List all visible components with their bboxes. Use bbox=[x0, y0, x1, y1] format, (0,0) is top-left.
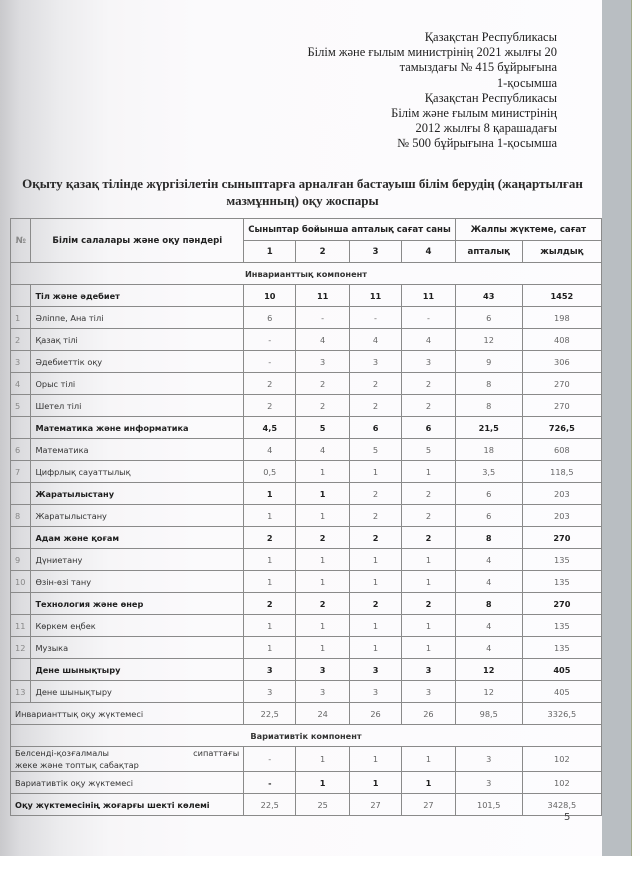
cell-weekly: 8 bbox=[455, 373, 522, 395]
header-yearly: жылдық bbox=[522, 241, 601, 263]
cell-grade-1: 4,5 bbox=[244, 417, 296, 439]
header-weekly-by-grade: Сыныптар бойынша апталық сағат саны bbox=[244, 219, 456, 241]
cell-grade-3: 3 bbox=[349, 681, 401, 703]
row-number bbox=[11, 285, 31, 307]
cell-yearly: 102 bbox=[522, 747, 601, 772]
title-line-1: Оқыту қазақ тілінде жүргізілетін сыныптарға арналған бастауыш білім берудің (жаңартылған bbox=[22, 176, 583, 191]
cell-grade-4: 27 bbox=[402, 794, 456, 816]
cell-yearly: 203 bbox=[522, 505, 601, 527]
table-row bbox=[11, 461, 602, 483]
row-name: Дүниетану bbox=[31, 549, 244, 571]
cell-grade-1: - bbox=[244, 329, 296, 351]
cell-yearly: 135 bbox=[522, 637, 601, 659]
cell-grade-2: 5 bbox=[296, 417, 350, 439]
cell-grade-3: 1 bbox=[349, 615, 401, 637]
row-name: Жаратылыстану bbox=[31, 505, 244, 527]
row-name-line2: жеке және топтық сабақтар bbox=[15, 760, 139, 770]
row-name: Орыс тілі bbox=[31, 373, 244, 395]
cell-weekly: 4 bbox=[455, 549, 522, 571]
header-line: 2012 жылғы 8 қарашадағы bbox=[415, 121, 557, 136]
header-line: Білім және ғылым министрінің bbox=[391, 106, 557, 121]
cell-grade-1: 3 bbox=[244, 681, 296, 703]
row-number: 3 bbox=[11, 351, 31, 373]
row-name: Шетел тілі bbox=[31, 395, 244, 417]
cell-weekly: 43 bbox=[455, 285, 522, 307]
cell-yearly: 1452 bbox=[522, 285, 601, 307]
cell-grade-2: 11 bbox=[296, 285, 350, 307]
cell-grade-3: 11 bbox=[349, 285, 401, 307]
row-number: 11 bbox=[11, 615, 31, 637]
table-row-group bbox=[11, 593, 602, 615]
cell-grade-1: 10 bbox=[244, 285, 296, 307]
cell-grade-4: 1 bbox=[402, 549, 456, 571]
cell-grade-2: 1 bbox=[296, 571, 350, 593]
cell-grade-3: 1 bbox=[349, 549, 401, 571]
row-name-part: Белсенді-қозғалмалы bbox=[15, 748, 109, 758]
table-row-variative-total bbox=[11, 772, 602, 794]
cell-grade-3: 2 bbox=[349, 395, 401, 417]
cell-grade-4: - bbox=[402, 307, 456, 329]
cell-grade-1: - bbox=[244, 772, 296, 794]
row-number: 10 bbox=[11, 571, 31, 593]
header-line: Қазақстан Республикасы bbox=[424, 30, 557, 44]
cell-grade-1: - bbox=[244, 747, 296, 772]
page-number: 5 bbox=[564, 812, 571, 823]
section-title: Вариативтік компонент bbox=[11, 725, 602, 747]
cell-grade-4: 2 bbox=[402, 483, 456, 505]
row-name-part: сипаттағы bbox=[193, 748, 240, 758]
cell-grade-3: 2 bbox=[349, 373, 401, 395]
row-number: 2 bbox=[11, 329, 31, 351]
row-number bbox=[11, 417, 31, 439]
cell-grade-1: 1 bbox=[244, 637, 296, 659]
row-number: 6 bbox=[11, 439, 31, 461]
cell-weekly: 4 bbox=[455, 637, 522, 659]
row-name: Дене шынықтыру bbox=[31, 659, 244, 681]
cell-yearly: 270 bbox=[522, 395, 601, 417]
cell-grade-3: 3 bbox=[349, 351, 401, 373]
cell-grade-3: 27 bbox=[349, 794, 401, 816]
cell-grade-4: 26 bbox=[402, 703, 456, 725]
cell-grade-4: 4 bbox=[402, 329, 456, 351]
cell-grade-3: 4 bbox=[349, 329, 401, 351]
cell-grade-4: 2 bbox=[402, 505, 456, 527]
table-row bbox=[11, 439, 602, 461]
cell-yearly: 306 bbox=[522, 351, 601, 373]
cell-grade-1: 1 bbox=[244, 549, 296, 571]
cell-weekly: 4 bbox=[455, 615, 522, 637]
cell-grade-3: 2 bbox=[349, 593, 401, 615]
document-title bbox=[20, 175, 585, 209]
cell-yearly: 135 bbox=[522, 549, 601, 571]
cell-grade-1: 1 bbox=[244, 483, 296, 505]
cell-yearly: 270 bbox=[522, 527, 601, 549]
cell-yearly: 405 bbox=[522, 659, 601, 681]
cell-yearly: 270 bbox=[522, 593, 601, 615]
row-name: Тіл және әдебиет bbox=[31, 285, 244, 307]
row-number bbox=[11, 527, 31, 549]
cell-grade-2: 1 bbox=[296, 772, 350, 794]
cell-grade-3: 1 bbox=[349, 747, 401, 772]
cell-weekly: 98,5 bbox=[455, 703, 522, 725]
header-grade-1: 1 bbox=[244, 241, 296, 263]
row-name: Инварианттық оқу жүктемесі bbox=[11, 703, 244, 725]
row-name: Дене шынықтыру bbox=[31, 681, 244, 703]
cell-grade-1: 1 bbox=[244, 571, 296, 593]
row-number bbox=[11, 483, 31, 505]
cell-yearly: 608 bbox=[522, 439, 601, 461]
row-name: Адам және қоғам bbox=[31, 527, 244, 549]
cell-grade-2: 4 bbox=[296, 439, 350, 461]
cell-grade-4: 6 bbox=[402, 417, 456, 439]
header-total-load: Жалпы жүктеме, сағат bbox=[455, 219, 601, 241]
header-line: 1-қосымша bbox=[496, 75, 557, 90]
cell-grade-1: 22,5 bbox=[244, 794, 296, 816]
appendix-header bbox=[237, 30, 557, 152]
header-number: № bbox=[11, 219, 31, 263]
cell-grade-2: 3 bbox=[296, 659, 350, 681]
cell-grade-4: 2 bbox=[402, 593, 456, 615]
cell-grade-2: 4 bbox=[296, 329, 350, 351]
row-number: 13 bbox=[11, 681, 31, 703]
row-name: Әдебиеттік оқу bbox=[31, 351, 244, 373]
cell-weekly: 12 bbox=[455, 659, 522, 681]
cell-grade-1: 2 bbox=[244, 527, 296, 549]
cell-grade-3: 2 bbox=[349, 527, 401, 549]
row-number: 12 bbox=[11, 637, 31, 659]
section-row-variative bbox=[11, 725, 602, 747]
cell-grade-2: - bbox=[296, 307, 350, 329]
table-row bbox=[11, 681, 602, 703]
row-name bbox=[11, 747, 244, 772]
cell-grade-2: 1 bbox=[296, 615, 350, 637]
cell-yearly: 405 bbox=[522, 681, 601, 703]
cell-weekly: 8 bbox=[455, 527, 522, 549]
table-row-group bbox=[11, 285, 602, 307]
row-name: Көркем еңбек bbox=[31, 615, 244, 637]
cell-grade-4: 1 bbox=[402, 747, 456, 772]
header-subjects: Білім салалары және оқу пәндері bbox=[31, 219, 244, 263]
cell-grade-1: 22,5 bbox=[244, 703, 296, 725]
cell-grade-4: 1 bbox=[402, 637, 456, 659]
cell-grade-2: 3 bbox=[296, 351, 350, 373]
cell-grade-4: 1 bbox=[402, 772, 456, 794]
cell-grade-2: 2 bbox=[296, 395, 350, 417]
cell-weekly: 3,5 bbox=[455, 461, 522, 483]
cell-yearly: 3428,5 bbox=[522, 794, 601, 816]
cell-grade-3: 1 bbox=[349, 637, 401, 659]
table-row bbox=[11, 395, 602, 417]
cell-grade-1: 1 bbox=[244, 615, 296, 637]
cell-weekly: 18 bbox=[455, 439, 522, 461]
row-name: Математика және информатика bbox=[31, 417, 244, 439]
table-row bbox=[11, 373, 602, 395]
row-name: Әліппе, Ана тілі bbox=[31, 307, 244, 329]
cell-grade-2: 1 bbox=[296, 637, 350, 659]
cell-grade-4: 2 bbox=[402, 373, 456, 395]
cell-grade-4: 11 bbox=[402, 285, 456, 307]
cell-grade-2: 1 bbox=[296, 747, 350, 772]
row-number: 8 bbox=[11, 505, 31, 527]
row-number: 1 bbox=[11, 307, 31, 329]
title-line-2: мазмұнның) оқу жоспары bbox=[226, 193, 379, 208]
cell-grade-4: 1 bbox=[402, 571, 456, 593]
cell-grade-2: 2 bbox=[296, 373, 350, 395]
cell-weekly: 6 bbox=[455, 483, 522, 505]
cell-grade-1: 3 bbox=[244, 659, 296, 681]
cell-weekly: 3 bbox=[455, 772, 522, 794]
row-name: Оқу жүктемесінің жоғарғы шекті көлемі bbox=[11, 794, 244, 816]
row-name: Жаратылыстану bbox=[31, 483, 244, 505]
cell-grade-1: 6 bbox=[244, 307, 296, 329]
table-row bbox=[11, 505, 602, 527]
cell-weekly: 21,5 bbox=[455, 417, 522, 439]
header-line: тамыздағы № 415 бұйрығына bbox=[399, 60, 557, 75]
cell-grade-1: 4 bbox=[244, 439, 296, 461]
cell-grade-4: 1 bbox=[402, 615, 456, 637]
row-name: Вариативтік оқу жүктемесі bbox=[11, 772, 244, 794]
table-row-max-total bbox=[11, 794, 602, 816]
header-line: Білім және ғылым министрінің 2021 жылғы 20 bbox=[307, 45, 557, 60]
cell-weekly: 3 bbox=[455, 747, 522, 772]
cell-grade-3: 1 bbox=[349, 571, 401, 593]
cell-grade-4: 2 bbox=[402, 395, 456, 417]
table-row bbox=[11, 307, 602, 329]
cell-grade-4: 5 bbox=[402, 439, 456, 461]
table-row bbox=[11, 637, 602, 659]
cell-yearly: 203 bbox=[522, 483, 601, 505]
table-row-group bbox=[11, 659, 602, 681]
row-name: Музыка bbox=[31, 637, 244, 659]
cell-grade-1: 2 bbox=[244, 593, 296, 615]
cell-weekly: 4 bbox=[455, 571, 522, 593]
header-grade-2: 2 bbox=[296, 241, 350, 263]
cell-grade-2: 1 bbox=[296, 505, 350, 527]
cell-yearly: 118,5 bbox=[522, 461, 601, 483]
row-number bbox=[11, 659, 31, 681]
cell-grade-2: 25 bbox=[296, 794, 350, 816]
row-number: 5 bbox=[11, 395, 31, 417]
cell-weekly: 8 bbox=[455, 593, 522, 615]
table-row-invariant-total bbox=[11, 703, 602, 725]
header-grade-4: 4 bbox=[402, 241, 456, 263]
cell-grade-2: 3 bbox=[296, 681, 350, 703]
header-line: Қазақстан Республикасы bbox=[424, 90, 557, 105]
cell-weekly: 12 bbox=[455, 681, 522, 703]
cell-grade-3: 1 bbox=[349, 772, 401, 794]
row-name: Цифрлық сауаттылық bbox=[31, 461, 244, 483]
row-number: 4 bbox=[11, 373, 31, 395]
cell-grade-3: 26 bbox=[349, 703, 401, 725]
cell-yearly: 726,5 bbox=[522, 417, 601, 439]
cell-grade-4: 2 bbox=[402, 527, 456, 549]
table-row bbox=[11, 351, 602, 373]
cell-grade-2: 24 bbox=[296, 703, 350, 725]
row-number: 9 bbox=[11, 549, 31, 571]
cell-grade-3: 2 bbox=[349, 505, 401, 527]
table-row bbox=[11, 549, 602, 571]
row-number bbox=[11, 593, 31, 615]
table-row-group bbox=[11, 527, 602, 549]
cell-grade-1: 2 bbox=[244, 373, 296, 395]
cell-grade-2: 2 bbox=[296, 527, 350, 549]
cell-weekly: 9 bbox=[455, 351, 522, 373]
table-row-group bbox=[11, 417, 602, 439]
section-title: Инварианттық компонент bbox=[11, 263, 602, 285]
cell-weekly: 101,5 bbox=[455, 794, 522, 816]
cell-yearly: 135 bbox=[522, 615, 601, 637]
cell-weekly: 6 bbox=[455, 505, 522, 527]
cell-weekly: 8 bbox=[455, 395, 522, 417]
scanner-edge-strip bbox=[602, 0, 632, 856]
row-name: Математика bbox=[31, 439, 244, 461]
cell-grade-3: - bbox=[349, 307, 401, 329]
section-row-invariant bbox=[11, 263, 602, 285]
cell-yearly: 135 bbox=[522, 571, 601, 593]
cell-yearly: 3326,5 bbox=[522, 703, 601, 725]
cell-grade-4: 3 bbox=[402, 659, 456, 681]
header-line: № 500 бұйрығына 1-қосымша bbox=[397, 136, 557, 151]
table-row-group bbox=[11, 483, 602, 505]
header-grade-3: 3 bbox=[349, 241, 401, 263]
cell-weekly: 6 bbox=[455, 307, 522, 329]
row-number: 7 bbox=[11, 461, 31, 483]
row-name: Өзін-өзі тану bbox=[31, 571, 244, 593]
cell-yearly: 102 bbox=[522, 772, 601, 794]
cell-yearly: 198 bbox=[522, 307, 601, 329]
table-header-row bbox=[11, 219, 602, 241]
row-name: Қазақ тілі bbox=[31, 329, 244, 351]
curriculum-table bbox=[10, 218, 602, 816]
table-row bbox=[11, 329, 602, 351]
cell-grade-3: 3 bbox=[349, 659, 401, 681]
table-row bbox=[11, 615, 602, 637]
cell-grade-1: - bbox=[244, 351, 296, 373]
cell-yearly: 270 bbox=[522, 373, 601, 395]
cell-grade-4: 3 bbox=[402, 681, 456, 703]
table-row bbox=[11, 571, 602, 593]
cell-grade-3: 6 bbox=[349, 417, 401, 439]
cell-grade-2: 1 bbox=[296, 483, 350, 505]
cell-weekly: 12 bbox=[455, 329, 522, 351]
cell-grade-3: 1 bbox=[349, 461, 401, 483]
cell-grade-2: 2 bbox=[296, 593, 350, 615]
table-row-variative bbox=[11, 747, 602, 772]
row-name: Технология және өнер bbox=[31, 593, 244, 615]
cell-grade-1: 0,5 bbox=[244, 461, 296, 483]
cell-grade-1: 1 bbox=[244, 505, 296, 527]
cell-grade-3: 2 bbox=[349, 483, 401, 505]
cell-grade-2: 1 bbox=[296, 549, 350, 571]
cell-yearly: 408 bbox=[522, 329, 601, 351]
cell-grade-4: 3 bbox=[402, 351, 456, 373]
cell-grade-4: 1 bbox=[402, 461, 456, 483]
cell-grade-3: 5 bbox=[349, 439, 401, 461]
header-weekly: апталық bbox=[455, 241, 522, 263]
cell-grade-2: 1 bbox=[296, 461, 350, 483]
cell-grade-1: 2 bbox=[244, 395, 296, 417]
